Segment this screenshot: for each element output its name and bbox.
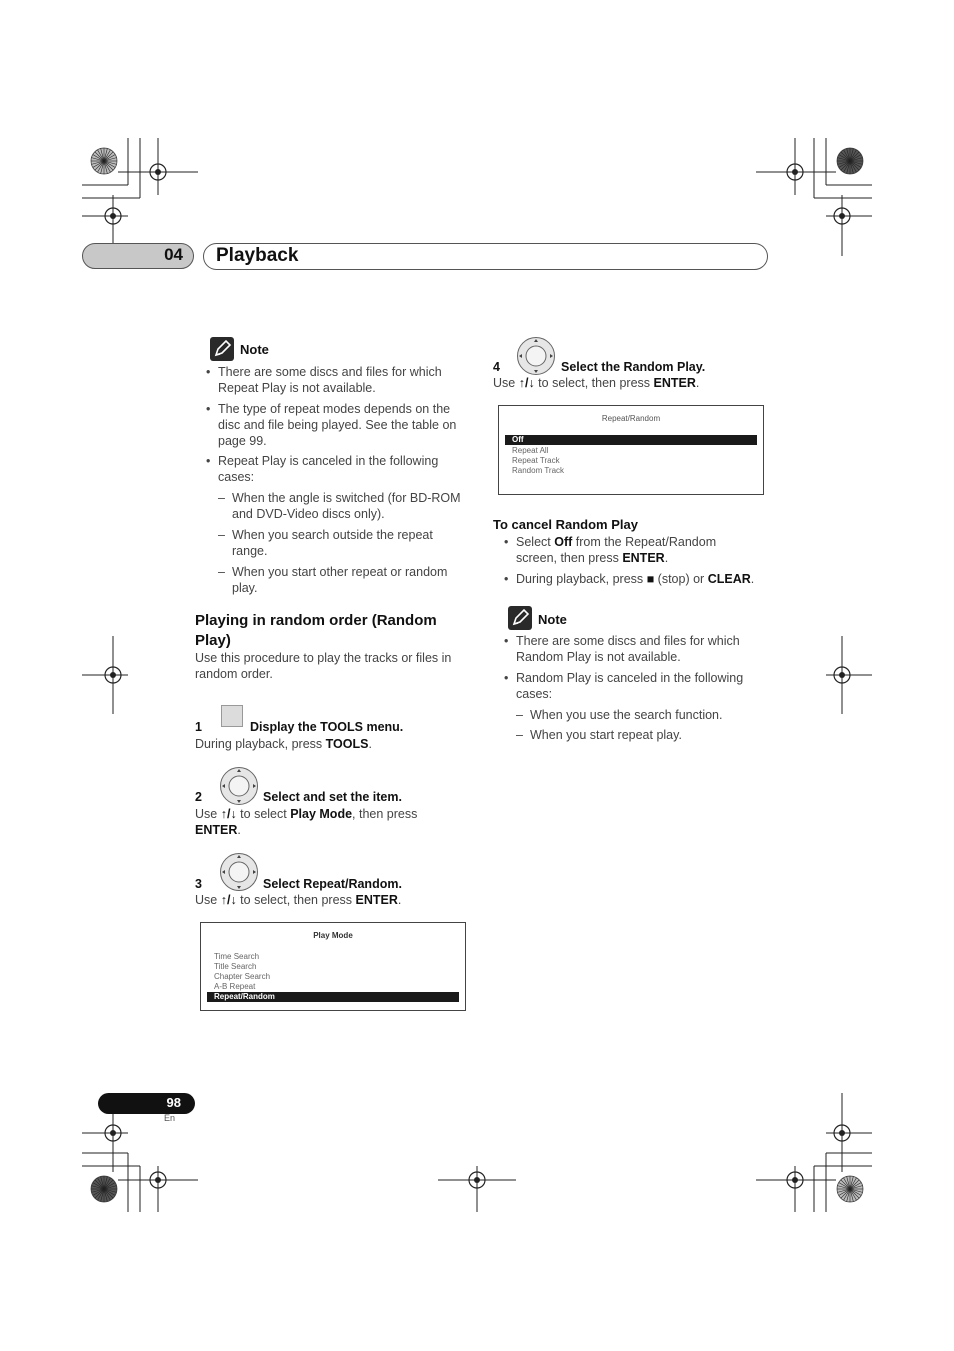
step-description [195, 736, 372, 752]
cancel-text: . [664, 551, 669, 565]
note-bullet-text: Random Play is canceled in the following cases: [516, 671, 744, 701]
cancel-text: . [750, 572, 755, 586]
step-desc-text: to select, then press [534, 376, 654, 390]
step-desc-key: Play Mode [290, 807, 353, 821]
step-desc-key: ENTER [653, 376, 696, 390]
step-desc-text: , then press [352, 807, 418, 821]
note-bullet: • Random Play is canceled in the following cases: [504, 671, 744, 701]
menu-item[interactable]: Title Search [214, 962, 257, 971]
note-dash-item: – When the angle is switched (for BD-ROM and DVD-Video discs only). [218, 491, 461, 521]
screen-title: Play Mode [313, 931, 353, 940]
note-dash-text: When you use the search function. [530, 708, 723, 722]
menu-item-selected[interactable]: Repeat/Random [207, 992, 459, 1002]
section-heading-line2: Play) [195, 632, 231, 649]
step-desc-text: . [368, 737, 372, 751]
up-down-arrows-icon: ↑/↓ [220, 893, 237, 907]
note-bullet-text: Repeat Play is canceled in the following cases: [218, 454, 439, 484]
note-dash-text: When the angle is switched (for BD-ROM and DVD-Video discs only). [232, 491, 461, 521]
note-bullet: • Repeat Play is canceled in the following cases: [206, 454, 439, 484]
cancel-text: screen, then press [516, 551, 623, 565]
note-pencil-icon [210, 337, 234, 361]
note-dash-item: – When you use the search function. [516, 708, 723, 722]
step-desc-key: ENTER [355, 893, 398, 907]
stop-icon: ■ [646, 572, 655, 586]
cancel-text: Select [516, 535, 555, 549]
menu-item[interactable]: Repeat All [512, 446, 549, 455]
step-desc-key: ENTER [195, 823, 238, 837]
step-number: 4 [493, 360, 500, 374]
step-desc-text: . [695, 376, 700, 390]
menu-item[interactable]: Random Track [512, 466, 565, 475]
directional-pad-icon [516, 336, 556, 376]
chapter-title-bar [203, 243, 768, 270]
step-number: 2 [195, 790, 202, 804]
step-title: Select Repeat/Random. [263, 877, 402, 891]
step-description [195, 892, 470, 908]
chapter-number: 04 [164, 245, 183, 264]
note-dash-item: – When you start other repeat or random play. [218, 565, 448, 595]
step-desc-text: During playback, press [195, 737, 326, 751]
step-title: Select and set the item. [263, 790, 402, 804]
step-desc-text: . [237, 823, 241, 837]
note-bullet: • There are some discs and files for which Repeat Play is not available. [206, 365, 442, 395]
note-bullet: • There are some discs and files for which Random Play is not available. [504, 634, 740, 664]
section-intro: Use this procedure to play the tracks or files in random order. [195, 651, 452, 681]
directional-pad-icon [219, 852, 259, 892]
note-dash-item: – When you start repeat play. [516, 728, 682, 742]
step-desc-text: . [397, 893, 402, 907]
section-heading-line1: Playing in random order (Random [195, 612, 437, 629]
page-language: En [164, 1113, 176, 1123]
directional-pad-icon [219, 766, 259, 806]
step-number: 3 [195, 877, 202, 891]
step-title: Select the Random Play. [561, 360, 706, 374]
menu-item[interactable]: Time Search [214, 952, 260, 961]
menu-item[interactable]: A-B Repeat [214, 982, 256, 991]
cancel-key: CLEAR [707, 572, 751, 586]
step-desc-text: to select, then press [236, 893, 356, 907]
note-dash-text: When you search outside the repeat range. [232, 528, 433, 558]
play-mode-screen [200, 922, 466, 1011]
step-desc-text: Use [493, 376, 516, 390]
chapter-tab [82, 243, 194, 269]
tools-button-icon [221, 705, 243, 727]
note-heading: Note [240, 342, 269, 357]
up-down-arrows-icon: ↑/↓ [518, 376, 535, 390]
cancel-key: ENTER [622, 551, 665, 565]
section-heading [195, 611, 475, 651]
note-dash-item: – When you search outside the repeat range. [218, 528, 433, 558]
step-description [493, 375, 768, 391]
note-bullet-text: There are some discs and files for which Random Play is not available. [516, 634, 740, 664]
cancel-text: from the Repeat/Random [572, 535, 717, 549]
cancel-key: Off [554, 535, 573, 549]
cancel-bullet: • Select Off from the Repeat/Random screen, then press ENTER. [504, 535, 717, 565]
screen-title: Repeat/Random [601, 414, 661, 423]
step-number: 1 [195, 720, 202, 734]
note-bullet: • The type of repeat modes depends on the disc and file being played. See the table on page 99. [206, 402, 457, 448]
note-bullet-text: The type of repeat modes depends on the disc and file being played. See the table on page 99. [218, 402, 457, 448]
note-heading: Note [538, 612, 567, 627]
note-pencil-icon [508, 606, 532, 630]
step-desc-key: TOOLS [325, 737, 369, 751]
up-down-arrows-icon: ↑/↓ [220, 807, 237, 821]
page-number: 98 [166, 1095, 181, 1110]
note-bullet-text: There are some discs and files for which Repeat Play is not available. [218, 365, 442, 395]
repeat-random-screen [498, 405, 764, 495]
menu-item-selected[interactable]: Off [505, 435, 757, 445]
note-dash-text: When you start repeat play. [530, 728, 682, 742]
cancel-text: (stop) or [654, 572, 708, 586]
step-title: Display the TOOLS menu. [250, 720, 404, 734]
menu-item[interactable]: Chapter Search [214, 972, 271, 981]
step-desc-text: Use [195, 893, 218, 907]
note-dash-text: When you start other repeat or random play. [232, 565, 448, 595]
step-desc-text: Use [195, 807, 218, 821]
cancel-bullet: • During playback, press ■ (stop) or CLEAR. [504, 572, 755, 586]
menu-item[interactable]: Repeat Track [512, 456, 560, 465]
step-desc-text: to select [236, 807, 291, 821]
chapter-title: Playback [216, 245, 299, 266]
step-description [195, 806, 470, 838]
cancel-heading: To cancel Random Play [493, 517, 638, 532]
page-number-tab [98, 1093, 195, 1114]
cancel-text: During playback, press [516, 572, 647, 586]
